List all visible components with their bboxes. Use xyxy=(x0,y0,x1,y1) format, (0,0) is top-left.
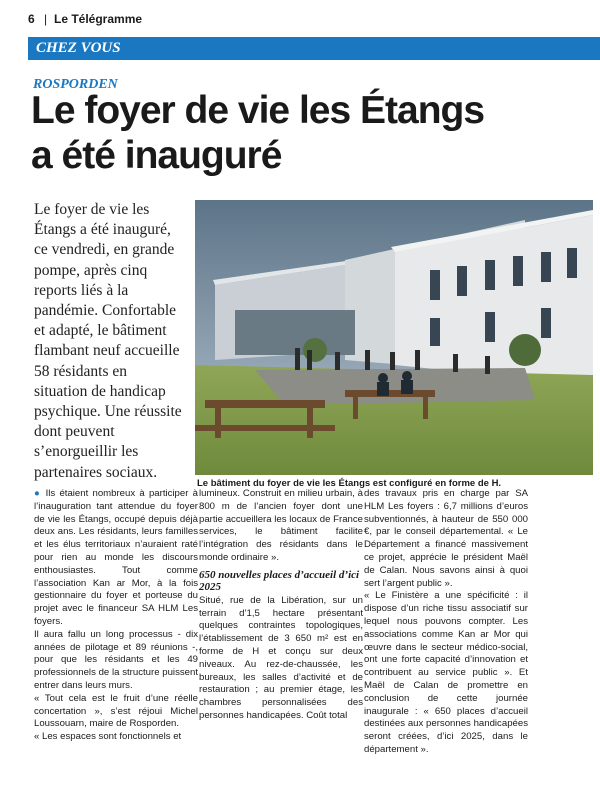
lead-line: psychique. Une réussite xyxy=(34,403,182,421)
body-paragraph: « Le Finistère a une spécificité : il dispose d’un riche tissu associatif sur lequel nous pouvons compter. Les associations comme Kan ar Mor qui œuvre dans le secteur médico-social, ont une forte capacité d’innovation et contribuent au service public ». Et Maël de Calan de promettre en conclusion de cette journée inaugurale : « 650 places d’accueil destinées aux personnes handicapées seront créées, d’ici 2025, dans le département ». xyxy=(364,590,528,755)
photo-caption: Le bâtiment du foyer de vie les Étangs est configuré en forme de H. xyxy=(197,478,502,489)
page-number: 6 xyxy=(28,12,35,26)
header-separator: | xyxy=(44,12,48,26)
body-paragraph: des travaux pris en charge par SA HLM Les foyers : 6,7 millions d’euros subventionnés, à hauteur de 550 000 €, par le conseil départemental. « Le Département a financé massivement ce projet, apprécie le président Maël de Calan. Nous savons ainsi à quoi sert l’argent public ». xyxy=(364,488,528,589)
body-column-3 xyxy=(364,488,528,757)
body-text: Ils étaient nombreux à participer à l’inauguration tant attendue du foyer de vie les Étangs, occupé depuis déjà deux ans. Les résidants, leurs familles et les élus territoriaux n’auraient raté pour rien au monde les discours enthousiastes. Tout comme l’association Kan ar Mor, à la fois gestionnaire du foyer et porteuse du projet avec le financeur SA HLM Les foyers. xyxy=(34,488,198,627)
lead-line: ce vendredi, en grande xyxy=(34,241,175,259)
lead-line: 58 résidants en xyxy=(34,362,127,380)
lead-paragraph xyxy=(34,200,192,483)
lead-line: reports liés à la xyxy=(34,281,129,299)
lead-line: pompe, après cinq xyxy=(34,261,148,279)
headline xyxy=(31,88,591,178)
body-paragraph xyxy=(34,488,198,629)
section-label: CHEZ VOUS xyxy=(36,40,121,56)
page-header xyxy=(22,12,592,32)
body-column-2 xyxy=(199,488,363,723)
body-column-1 xyxy=(34,488,198,744)
lead-line: s’enorgueillir les xyxy=(34,443,139,461)
headline-line-2: a été inauguré xyxy=(31,134,282,177)
lead-line: flambant neuf accueille xyxy=(34,342,180,360)
publication-name: Le Télégramme xyxy=(54,12,143,26)
subheading: 650 nouvelles places d’accueil d’ici 2025 xyxy=(199,568,360,593)
lead-line: et adapté, le bâtiment xyxy=(34,322,167,340)
body-paragraph: Situé, rue de la Libération, sur un terrain d’1,5 hectare présentant quelques contraintes topologiques, l’établissement de 3 650 m² est en forme de H et conçu sur deux niveaux. Au rez-de-chaussée, les bureaux, les salles d’activité et de restauration ; au premier étage, les chambres personnalisées des personnes handicapées. Coût total xyxy=(199,594,363,721)
body-paragraph: Il aura fallu un long processus - dix années de pilotage et 89 réunions -, pour que les résidants et les 49 professionnels de la structure puissent entrer dans leurs murs. xyxy=(34,628,198,691)
body-paragraph: « Tout cela est le fruit d’une réelle concertation », s’est réjoui Michel Loussouarn, maire de Rosporden. xyxy=(34,692,198,730)
lead-line: dont peuvent xyxy=(34,423,115,441)
section-band xyxy=(28,37,600,60)
location-kicker: ROSPORDEN xyxy=(33,77,118,92)
bullet-dot-icon: ● xyxy=(34,488,46,499)
building-photo-illustration xyxy=(195,200,593,475)
lead-line: pandémie. Confortable xyxy=(34,302,177,320)
headline-line-1: Le foyer de vie les Étangs xyxy=(31,89,485,132)
body-paragraph: lumineux. Construit en milieu urbain, à 800 m de l’ancien foyer dont une partie accueillera les locaux de France services, le bâtiment facilite l’intégration des résidants dans le monde ordinaire ». xyxy=(199,488,363,563)
body-paragraph: « Les espaces sont fonctionnels et xyxy=(34,731,182,743)
lead-line: situation de handicap xyxy=(34,382,166,400)
building-photo xyxy=(195,200,593,475)
lead-line: Étangs a été inauguré, xyxy=(34,221,171,239)
lead-line: Le foyer de vie les xyxy=(34,201,150,218)
lead-line: partenaires sociaux. xyxy=(34,463,158,481)
